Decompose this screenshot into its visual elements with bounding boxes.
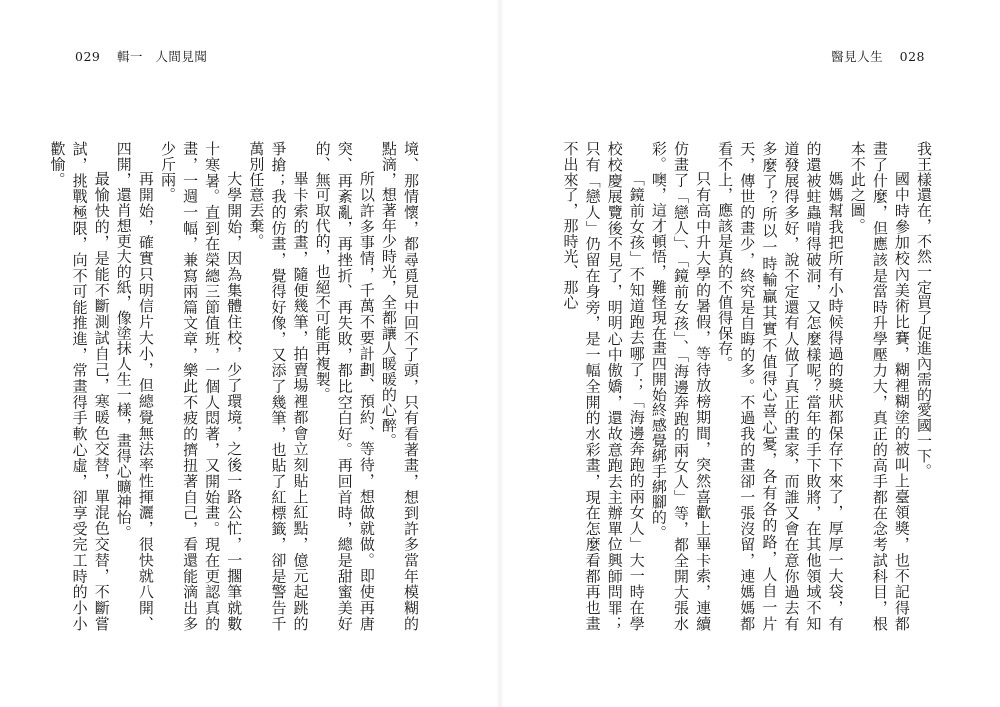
paragraph: 境、那情懷，都尋覓見中回不了頭，只有看著畫，想到許多當年模糊的點滴，想著年少時光，全都讓人暖暖的心醉。 bbox=[379, 141, 420, 631]
left-section-label: 輯一 bbox=[116, 49, 143, 64]
paragraph: 畢卡索的畫，隨便幾筆，拍賣場裡都會立刻貼上紅點，億元起跳的爭搶；我的仿畫，覺得好像，又添了幾筆，也貼了紅標籤，卻是警告千萬別任意丟棄。 bbox=[247, 141, 310, 631]
paragraph: 我王樣還在，不然一定買了促進內需的愛國一下。 bbox=[915, 141, 933, 479]
paragraph: 只有高中升大學的暑假，等待放榜期間，突然喜歡上畢卡索，連續仿畫了「戀人」、「鏡前女孩」、「海邊奔跑的兩女人」等，都全開大張水彩。噢，這才頓悟，難怪現在畫四開始終感覺綁手綁腳的。 bbox=[649, 141, 713, 631]
right-page-body bbox=[561, 141, 935, 631]
paragraph: 媽媽幫我把所有小時候得過的獎狀都保存下來了，厚厚一大袋，有的還被蛀蟲啃得破洞，又怎麼樣呢？當年的手下敗將，在其他領域不知道發展得多好，說不定還有人做了真正的畫家，而誰又會在意你過去有多麼了？所以一時輸贏其實不值得心喜心憂，各有各的路，人自一片天，傳世的畫少，終究是自晦的多。不過我的畫卻一張沒留，連媽媽都看不上，應該是真的不值得保存。 bbox=[716, 141, 845, 631]
right-running-title: 醫見人生 bbox=[831, 49, 884, 64]
page-gutter bbox=[496, 0, 504, 707]
paragraph: 再開始，確實只明信片大小，但總覺無法率性揮灑，很快就八開、四開，還肖想更大的紙，像塗抹人生一樣，畫得心曠神怡。 bbox=[114, 141, 155, 631]
paragraph: 大學開始，因為集體住校，少了環境，之後一路公忙，一擱筆就數十寒暑。直到在榮總三節值班，一個人悶著，又開始畫。現在更認真的畫，一週一幅，兼寫兩篇文章，樂此不疲的擠扭著自己，看還能滴出多少斤兩。 bbox=[158, 141, 244, 631]
left-page-number: 029 bbox=[75, 49, 101, 64]
right-page-header bbox=[831, 47, 925, 65]
paragraph: 「鏡前女孩」不知道跑去哪了；「海邊奔跑的兩女人」大一時在學校校慶展覽後不見了，明明心中傲嬌，還故意跑去主辦單位興師問罪；只有「戀人」仍留在身旁，是一幅全開的水彩畫，現在怎麼看都再也畫不出來了，那時光、那心 bbox=[561, 141, 646, 631]
left-running-title: 人間見聞 bbox=[155, 49, 208, 64]
paragraph: 所以許多事情，千萬不要計劃、預約、等待，想做就做。即使再唐突、再紊亂，再挫折、再失敗，都比空白好。再回首時，總是甜蜜美好的、無可取代的，也絕不可能再複製。 bbox=[313, 141, 376, 631]
left-page-header bbox=[75, 47, 207, 65]
paragraph: 最愉快的，是能不斷測試自己，寒暖色交替，單混色交替，不斷嘗試，挑戰極限，向不可能推進，常畫得手軟心虛，卻享受完工時的小小歡愉。 bbox=[48, 141, 111, 631]
left-page-body bbox=[48, 141, 422, 631]
paragraph: 國中時參加校內美術比賽，糊裡糊塗的被叫上臺領獎，也不記得都畫了什麼，但應該是當時升學壓力大，真正的高手都在念考試科目，根本不此之圖。 bbox=[848, 141, 911, 631]
right-page-number: 028 bbox=[899, 49, 925, 64]
